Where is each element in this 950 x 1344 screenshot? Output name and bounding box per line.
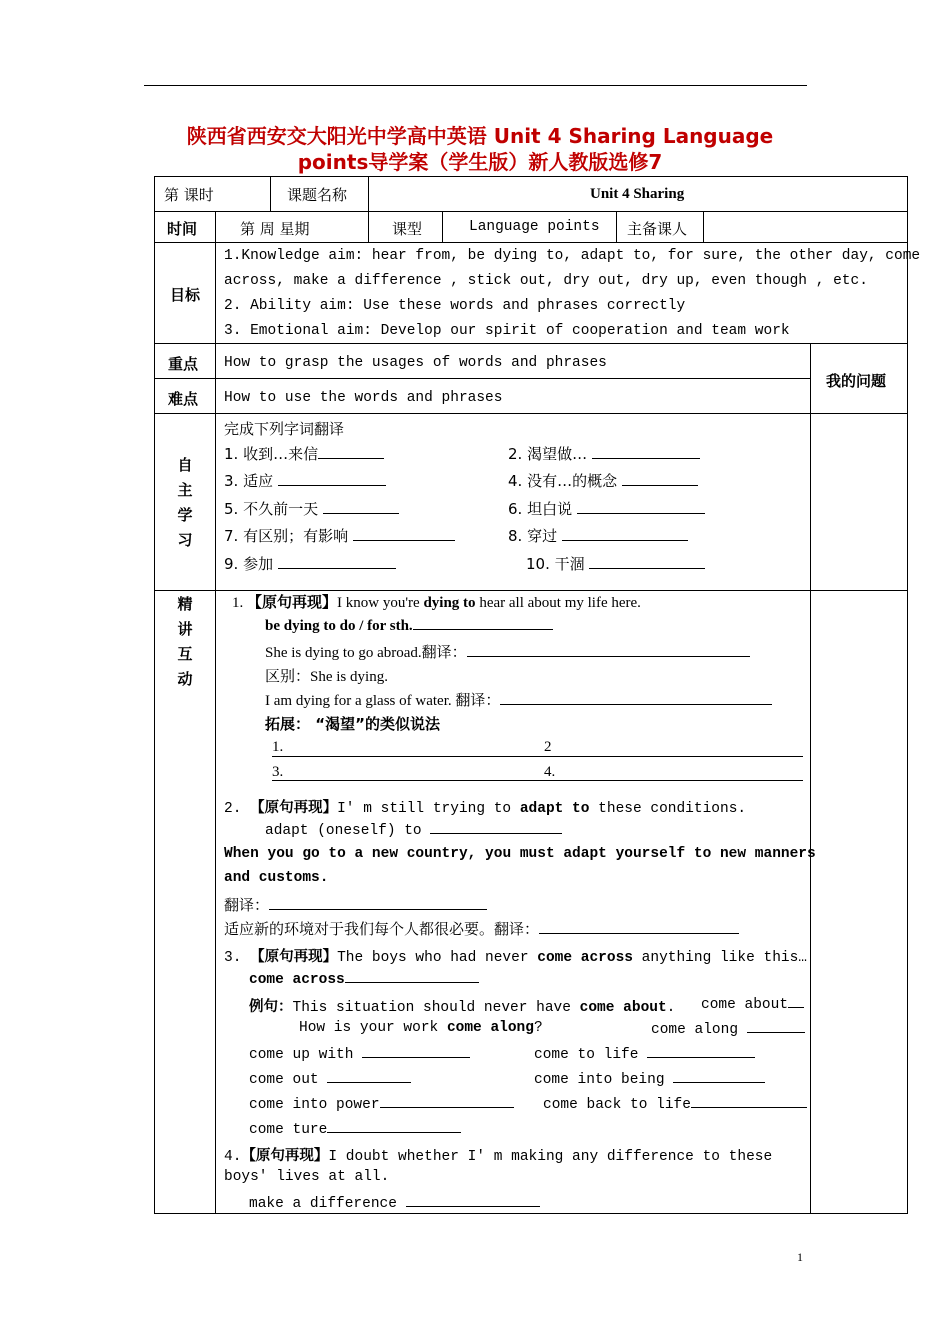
lesson-type-label: 课型 bbox=[392, 220, 423, 238]
phrase-blank: make a difference bbox=[249, 1194, 540, 1212]
example-sentence: 例句：This situation should never have come about. bbox=[249, 999, 676, 1016]
row-divider bbox=[154, 378, 810, 379]
time-label: 时间 bbox=[167, 220, 198, 238]
key-point-text: How to grasp the usages of words and phrases bbox=[224, 355, 607, 371]
lesson-name-value: Unit 4 Sharing bbox=[590, 186, 685, 202]
phrase-blank: come along bbox=[651, 1020, 805, 1038]
row-divider bbox=[154, 211, 908, 212]
vocab-item: 7. 有区别；有影响 bbox=[224, 525, 455, 546]
column-divider bbox=[703, 211, 704, 242]
table-border-bottom bbox=[154, 1213, 908, 1214]
label-char: 精 bbox=[177, 595, 193, 613]
phrase-pattern: be dying to do / for sth. bbox=[265, 617, 553, 635]
example-sentence: and customs. bbox=[224, 870, 329, 886]
vocab-item: 9. 参加 bbox=[224, 553, 396, 574]
answer-line bbox=[272, 780, 803, 781]
phrase-blank: come back to life bbox=[543, 1095, 807, 1113]
column-divider bbox=[368, 176, 369, 242]
week-cell: 第 周 星期 bbox=[240, 220, 310, 238]
vocab-item: 10. 干涸 bbox=[526, 553, 705, 574]
vocab-item: 4. 没有…的概念 bbox=[508, 470, 698, 491]
example-sentence: How is your work come along? bbox=[299, 1020, 543, 1036]
key-point-label: 重点 bbox=[168, 355, 199, 373]
answer-number: 4. bbox=[544, 764, 556, 780]
phrase-blank: come into power bbox=[249, 1095, 514, 1113]
title-line-2: points导学案（学生版）新人教版选修7 bbox=[297, 150, 663, 174]
column-divider bbox=[810, 343, 811, 1213]
phrase-blank: come up with bbox=[249, 1045, 470, 1063]
extension-heading: 拓展： “渴望”的类似说法 bbox=[265, 715, 440, 733]
difficulty-label: 难点 bbox=[168, 390, 199, 408]
phrase-blank: come ture bbox=[249, 1120, 461, 1138]
section-number: 1. bbox=[232, 595, 244, 611]
row-divider bbox=[154, 343, 908, 344]
document-title bbox=[150, 123, 810, 175]
vocab-item: 6. 坦白说 bbox=[508, 498, 705, 519]
section-4-sentence-cont: boys' lives at all. bbox=[224, 1169, 390, 1185]
label-char: 动 bbox=[177, 670, 193, 688]
table-border-top bbox=[154, 176, 908, 177]
my-questions-label: 我的问题 bbox=[826, 372, 887, 390]
interactive-label bbox=[175, 592, 195, 692]
lesson-name-label: 课题名称 bbox=[287, 186, 348, 204]
column-divider bbox=[616, 211, 617, 242]
section-4-sentence: 4.【原句再现】I doubt whether I' m making any difference to these bbox=[224, 1148, 773, 1165]
translation-field: 翻译： bbox=[224, 894, 487, 915]
original-sentence-tag: 【原句再现】 bbox=[247, 593, 338, 611]
difficulty-text: How to use the words and phrases bbox=[224, 390, 503, 406]
original-sentence-tag: 【原句再现】 bbox=[250, 949, 338, 965]
row-divider bbox=[154, 413, 908, 414]
original-sentence-tag: 【原句再现】 bbox=[250, 800, 338, 816]
example-sentence: She is dying to go abroad.翻译： bbox=[265, 641, 750, 662]
answer-number: 2 bbox=[544, 739, 552, 755]
vocab-item: 3. 适应 bbox=[224, 470, 386, 491]
vocab-item: 8. 穿过 bbox=[508, 525, 688, 546]
period-cell: 第 课时 bbox=[164, 186, 214, 204]
page-number: 1 bbox=[797, 1250, 803, 1264]
goal-line: across, make a difference , stick out, dry out, dry up, even though , etc. bbox=[224, 273, 868, 289]
phrase-pattern: come across bbox=[249, 970, 479, 988]
example-sentence: When you go to a new country, you must adapt yourself to new manners bbox=[224, 846, 816, 862]
goals-label: 目标 bbox=[170, 286, 201, 304]
label-char: 习 bbox=[177, 531, 193, 549]
goal-line: 2. Ability aim: Use these words and phrases correctly bbox=[224, 298, 686, 314]
difference-note: 区别：She is dying. bbox=[265, 669, 388, 685]
section-2-sentence: 2. 【原句再现】I' m still trying to adapt to these conditions. bbox=[224, 800, 747, 817]
phrase-blank: come about bbox=[701, 995, 804, 1013]
label-char: 互 bbox=[177, 645, 193, 663]
phrase-blank: come out bbox=[249, 1070, 411, 1088]
section-1-sentence: 1. 【原句再现】I know you're dying to hear all about my life here. bbox=[232, 593, 641, 611]
column-divider bbox=[215, 211, 216, 1213]
label-char: 自 bbox=[177, 456, 193, 474]
vocab-item: 1. 收到…来信 bbox=[224, 443, 384, 464]
goal-line: 1.Knowledge aim: hear from, be dying to, adapt to, for sure, the other day, come bbox=[224, 248, 921, 264]
header-rule bbox=[144, 85, 807, 86]
label-char: 讲 bbox=[177, 620, 193, 638]
answer-number: 3. bbox=[272, 764, 284, 780]
row-divider bbox=[154, 242, 908, 243]
self-study-instruction: 完成下列字词翻译 bbox=[224, 420, 345, 438]
phrase-pattern: adapt (oneself) to bbox=[265, 821, 562, 839]
original-sentence-tag: 【原句再现】 bbox=[241, 1148, 329, 1164]
table-border-right bbox=[907, 176, 908, 1213]
example-sentence: I am dying for a glass of water. 翻译： bbox=[265, 689, 772, 710]
vocab-item: 2. 渴望做… bbox=[508, 443, 700, 464]
table-border-left bbox=[154, 176, 155, 1213]
column-divider bbox=[270, 176, 271, 211]
translation-field: 适应新的环境对于我们每个人都很必要。翻译： bbox=[224, 918, 739, 939]
answer-number: 1. bbox=[272, 739, 284, 755]
column-divider bbox=[442, 211, 443, 242]
label-char: 主 bbox=[177, 481, 193, 499]
phrase-blank: come to life bbox=[534, 1045, 755, 1063]
title-line-1: 陕西省西安交大阳光中学高中英语 Unit 4 Sharing Language bbox=[186, 124, 774, 148]
lesson-type-value: Language points bbox=[469, 219, 600, 235]
vocab-item: 5. 不久前一天 bbox=[224, 498, 399, 519]
section-3-sentence: 3. 【原句再现】The boys who had never come across anything like this… bbox=[224, 949, 807, 966]
preparer-label: 主备课人 bbox=[627, 220, 688, 238]
self-study-label bbox=[175, 453, 195, 553]
phrase-blank: come into being bbox=[534, 1070, 765, 1088]
answer-line bbox=[272, 756, 803, 757]
goal-line: 3. Emotional aim: Develop our spirit of cooperation and team work bbox=[224, 323, 790, 339]
label-char: 学 bbox=[177, 506, 193, 524]
